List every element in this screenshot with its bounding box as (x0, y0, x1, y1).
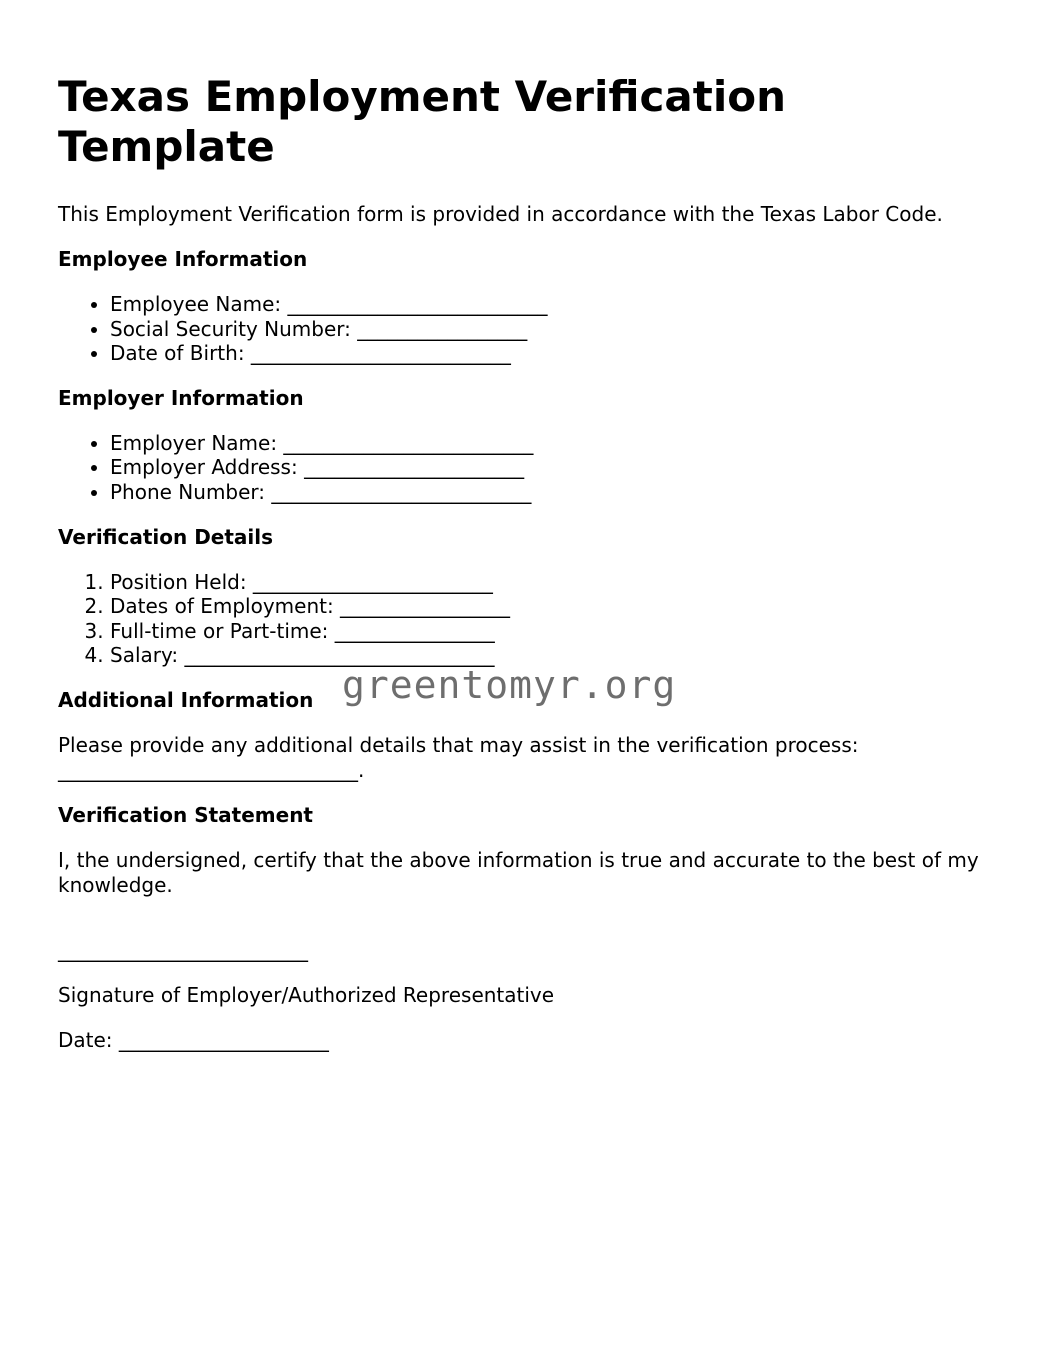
date-of-birth-field[interactable]: • Date of Birth: __________________________ (110, 341, 998, 366)
employee-name-field[interactable]: • Employee Name: __________________________ (110, 292, 998, 317)
verification-statement-text: I, the undersigned, certify that the above information is true and accurate to the best of my knowledge. (58, 847, 979, 897)
full-time-or-part-time-field[interactable]: 3. Full-time or Part-time: ________________ (110, 619, 998, 644)
verification-statement-heading: Verification Statement (58, 802, 313, 827)
document-title: Texas Employment Verification Template (58, 72, 787, 171)
salary-field[interactable]: 4. Salary: _______________________________ (110, 643, 998, 668)
employee-information-heading: Employee Information (58, 247, 308, 271)
employer-information-list (58, 431, 998, 505)
signature-line[interactable]: _________________________ (58, 937, 308, 962)
verification-details-list (58, 570, 998, 668)
additional-information-heading: Additional Information (58, 687, 314, 712)
watermark-text: greentomyr.org (342, 663, 677, 707)
spacer (58, 918, 998, 938)
verification-details-heading: Verification Details (58, 524, 274, 549)
employee-information-list (58, 292, 998, 366)
signature-label: Signature of Employer/Authorized Representative (58, 982, 555, 1007)
employer-information-heading: Employer Information (58, 385, 304, 410)
social-security-number-field[interactable]: • Social Security Number: _________________ (110, 317, 998, 342)
employer-name-field[interactable]: • Employer Name: _________________________ (110, 431, 998, 456)
date-field[interactable]: Date: _____________________ (58, 1027, 329, 1052)
position-held-field[interactable]: 1. Position Held: ________________________ (110, 570, 998, 595)
intro-text: This Employment Verification form is provided in accordance with the Texas Labor Code. (58, 202, 943, 226)
additional-information-text[interactable]: Please provide any additional details that may assist in the verification process: ______________________________. (58, 732, 859, 782)
phone-number-field[interactable]: • Phone Number: __________________________ (110, 480, 998, 505)
employer-address-field[interactable]: • Employer Address: ______________________ (110, 455, 998, 480)
document-page (58, 72, 998, 1053)
dates-of-employment-field[interactable]: 2. Dates of Employment: _________________ (110, 594, 998, 619)
